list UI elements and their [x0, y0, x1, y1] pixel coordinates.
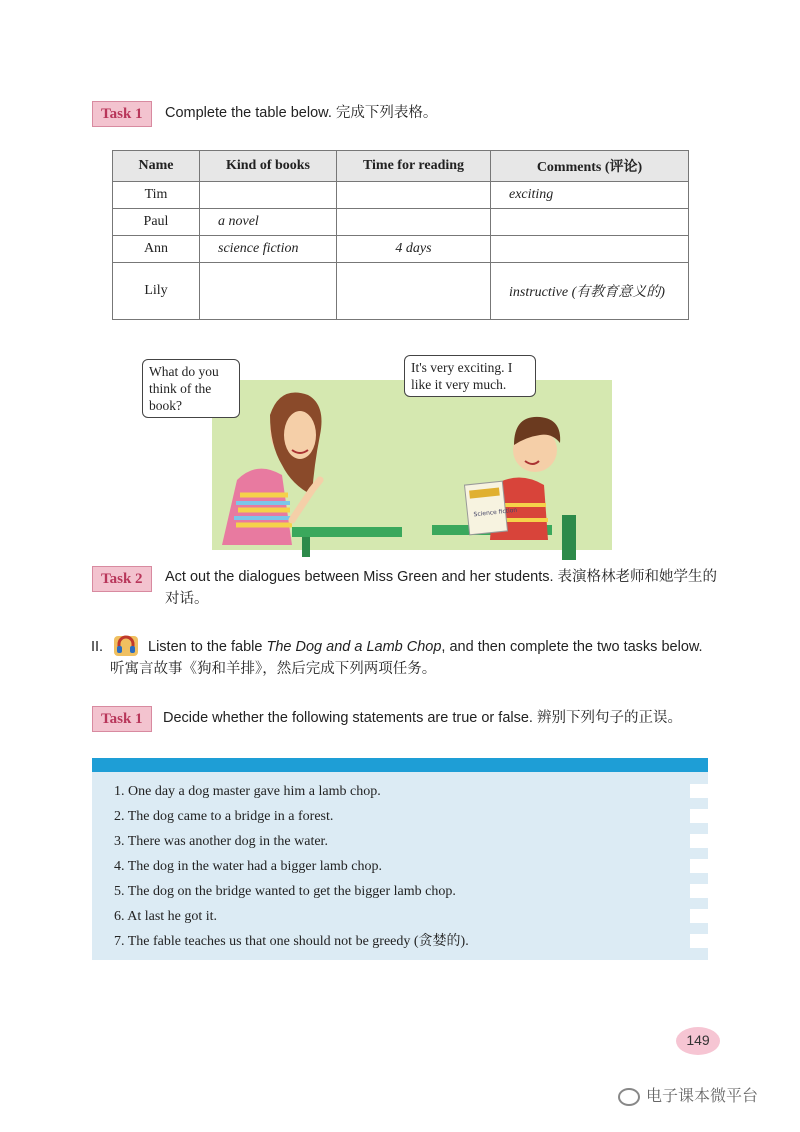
- cell-name: Lily: [113, 263, 200, 320]
- task2-instruction: Act out the dialogues between Miss Green and her students. 表演格林老师和她学生的对话。: [165, 569, 718, 607]
- table-row: [113, 263, 689, 320]
- answer-box[interactable]: [690, 859, 714, 873]
- cell-comment: [491, 236, 689, 263]
- cell-kind: [200, 182, 337, 209]
- cell-name: Ann: [113, 236, 200, 263]
- tf-header-bar: [92, 758, 708, 772]
- answer-box[interactable]: [690, 884, 714, 898]
- cell-time: [337, 182, 491, 209]
- list-item: 1. One day a dog master gave him a lamb chop.: [114, 782, 708, 807]
- part2-numeral: II.: [91, 639, 104, 655]
- header-time: Time for reading: [337, 151, 491, 182]
- task1b-instruction: Decide whether the following statements are true or false. 辨别下列句子的正误。: [163, 710, 682, 726]
- task1b-badge: Task 1: [92, 706, 152, 732]
- answer-box[interactable]: [690, 934, 714, 948]
- list-item: 5. The dog on the bridge wanted to get the bigger lamb chop.: [114, 882, 708, 907]
- teacher-speech-bubble: What do you think of the book?: [142, 359, 240, 418]
- answer-box[interactable]: [690, 809, 714, 823]
- header-comments: Comments (评论): [491, 151, 689, 182]
- cell-name: Tim: [113, 182, 200, 209]
- cell-kind: science fiction: [200, 236, 337, 263]
- list-item: 4. The dog in the water had a bigger lamb chop.: [114, 857, 708, 882]
- list-item: 7. The fable teaches us that one should not be greedy (贪婪的).: [114, 932, 708, 957]
- header-name: Name: [113, 151, 200, 182]
- table-header-row: [113, 151, 689, 182]
- cell-comment: [491, 209, 689, 236]
- fable-title: The Dog and a Lamb Chop: [266, 639, 442, 655]
- list-item: 3. There was another dog in the water.: [114, 832, 708, 857]
- cell-time: [337, 263, 491, 320]
- table-row: [113, 209, 689, 236]
- cell-time: 4 days: [337, 236, 491, 263]
- cell-comment: exciting: [491, 182, 689, 209]
- true-false-box: [92, 758, 708, 960]
- part2-instruction: Listen to the fable The Dog and a Lamb Chop, and then complete the two tasks below. 听寓言故事《狗和羊排》，然后完成下列两项任务。: [110, 639, 703, 677]
- cell-comment: instructive (有教育意义的): [491, 263, 689, 320]
- task2-badge: Task 2: [92, 566, 152, 592]
- list-item: 6. At last he got it.: [114, 907, 708, 932]
- task1-badge: Task 1: [92, 101, 152, 127]
- list-item: 2. The dog came to a bridge in a forest.: [114, 807, 708, 832]
- cell-kind: a novel: [200, 209, 337, 236]
- cell-name: Paul: [113, 209, 200, 236]
- wechat-icon: [618, 1088, 640, 1106]
- watermark: 电子课本微平台: [618, 1083, 758, 1106]
- table-row: [113, 236, 689, 263]
- student-speech-bubble: It's very exciting. I like it very much.: [404, 355, 536, 397]
- classroom-illustration: [142, 355, 612, 560]
- cell-kind: [200, 263, 337, 320]
- answer-box[interactable]: [690, 909, 714, 923]
- task1-instruction: Complete the table below. 完成下列表格。: [165, 105, 438, 121]
- table-row: [113, 182, 689, 209]
- header-kind: Kind of books: [200, 151, 337, 182]
- cell-time: [337, 209, 491, 236]
- book-table: [112, 150, 689, 320]
- statement-list: [92, 772, 708, 957]
- page-number: 149: [676, 1027, 720, 1055]
- book-title-text: Science fiction: [473, 506, 518, 519]
- answer-box[interactable]: [690, 834, 714, 848]
- answer-box[interactable]: [690, 784, 714, 798]
